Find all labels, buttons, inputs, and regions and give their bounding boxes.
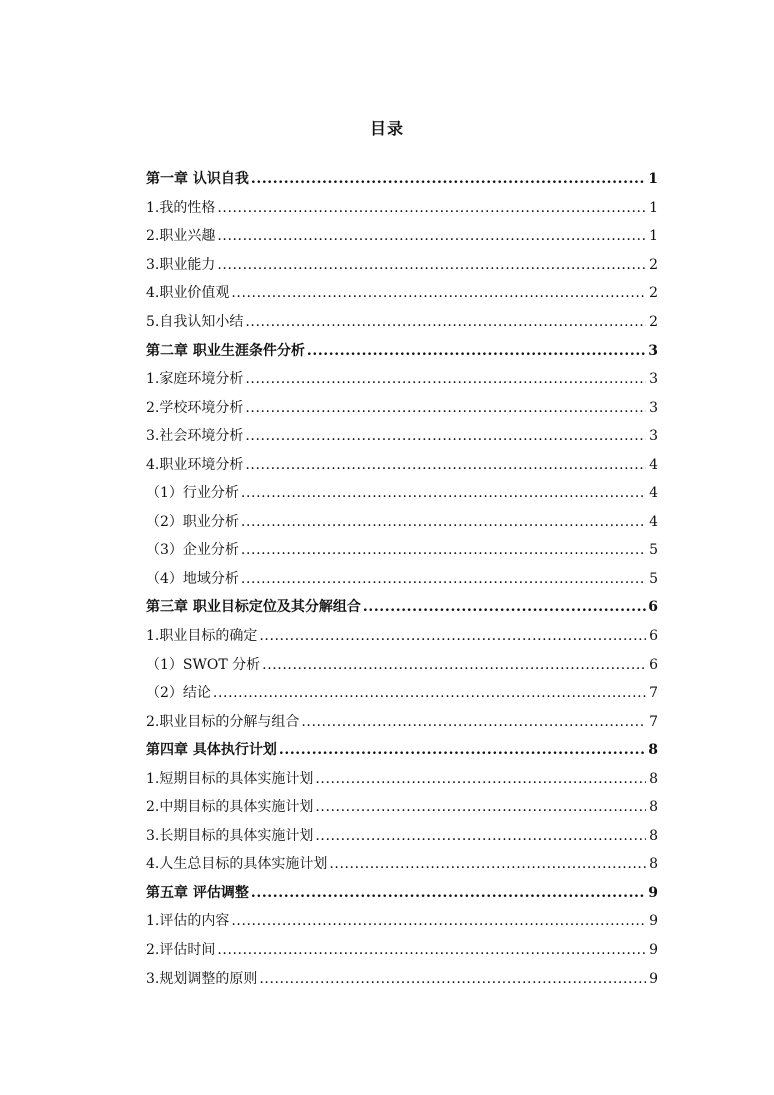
toc-dot-leader [329,854,646,874]
toc-entry-label: （2）结论 [146,685,211,702]
toc-entry-page-number: 1 [649,228,658,245]
toc-entry-label: （1）SWOT 分析 [146,656,261,673]
toc-dot-leader [315,826,646,846]
toc-entry-page-number: 2 [649,285,658,302]
toc-entry-label: （2）职业分析 [146,513,239,530]
toc-entry-label: 1.短期目标的具体实施计划 [146,770,314,787]
toc-entry-page-number: 3 [649,399,658,416]
toc-section-entry[interactable] [146,194,658,223]
toc-chapter-entry[interactable] [146,736,658,765]
toc-dot-leader [245,312,646,332]
toc-section-entry[interactable] [146,450,658,479]
toc-dot-leader [245,369,646,389]
toc-section-entry[interactable] [146,279,658,308]
toc-dot-leader [251,169,646,189]
toc-entry-page-number: 6 [649,628,658,645]
toc-section-entry[interactable] [146,622,658,651]
toc-entry-label: 5.自我认知小结 [146,314,244,330]
toc-entry-page-number: 8 [649,770,658,787]
toc-entry-label: 4.职业环境分析 [146,456,244,473]
toc-entry-page-number: 9 [648,884,658,901]
toc-dot-leader [315,769,646,789]
toc-dot-leader [217,255,646,275]
toc-entry-label: 2.评估时间 [146,942,216,959]
toc-dot-leader [231,911,646,931]
toc-entry-page-number: 6 [649,656,658,673]
toc-entry-label: 第三章 职业目标定位及其分解组合 [146,599,361,616]
toc-section-entry[interactable] [146,222,658,251]
toc-entry-page-number: 8 [649,799,658,816]
toc-entry-page-number: 8 [649,856,658,873]
toc-entry-page-number: 4 [649,513,658,530]
toc-section-entry[interactable] [146,365,658,394]
toc-section-entry[interactable] [146,936,658,965]
toc-section-entry[interactable] [146,679,658,708]
toc-dot-leader [251,883,646,903]
toc-entry-label: （4）地域分析 [146,570,239,587]
toc-entry-page-number: 1 [649,199,658,216]
toc-dot-leader [217,226,646,246]
toc-dot-leader [245,455,646,475]
toc-section-entry[interactable] [146,907,658,936]
toc-entry-label: （3）企业分析 [146,542,239,559]
toc-section-entry[interactable] [146,251,658,280]
toc-section-entry[interactable] [146,964,658,993]
toc-dot-leader [217,198,646,218]
toc-entry-label: 2.职业兴趣 [146,228,216,245]
toc-chapter-entry[interactable] [146,165,658,194]
toc-dot-leader [241,512,646,532]
toc-entry-page-number: 3 [649,428,658,445]
toc-list [146,165,658,993]
toc-entry-label: 第四章 具体执行计划 [146,742,277,759]
toc-chapter-entry[interactable] [146,593,658,622]
toc-section-entry[interactable] [146,707,658,736]
toc-entry-label: 第二章 职业生涯条件分析 [146,342,305,359]
toc-entry-label: 2.职业目标的分解与组合 [146,713,300,730]
toc-entry-page-number: 9 [649,970,658,987]
toc-title: 目录 [369,119,404,138]
toc-entry-label: 3.社会环境分析 [146,428,244,445]
toc-section-entry[interactable] [146,536,658,565]
toc-entry-page-number: 6 [648,599,658,616]
toc-entry-label: 1.职业目标的确定 [146,628,258,645]
toc-entry-label: 第五章 评估调整 [146,884,249,901]
toc-entry-label: 1.家庭环境分析 [146,371,244,388]
toc-dot-leader [262,655,646,675]
toc-entry-label: 4.职业价值观 [146,285,230,302]
toc-entry-label: 1.我的性格 [146,199,216,216]
toc-entry-page-number: 2 [649,256,658,273]
toc-chapter-entry[interactable] [146,879,658,908]
toc-entry-page-number: 4 [649,456,658,473]
toc-entry-page-number: 3 [649,371,658,388]
toc-section-entry[interactable] [146,764,658,793]
toc-entry-label: 4.人生总目标的具体实施计划 [146,856,328,873]
toc-dot-leader [363,597,646,617]
toc-dot-leader [245,426,646,446]
toc-entry-label: （1）行业分析 [146,485,239,502]
toc-dot-leader [279,740,646,760]
toc-entry-page-number: 3 [648,342,658,359]
toc-section-entry[interactable] [146,393,658,422]
toc-section-entry[interactable] [146,650,658,679]
toc-section-entry[interactable] [146,422,658,451]
toc-entry-page-number: 5 [649,570,658,587]
toc-entry-page-number: 7 [649,685,658,702]
toc-entry-label: 3.规划调整的原则 [146,970,258,987]
toc-section-entry[interactable] [146,508,658,537]
toc-dot-leader [315,797,646,817]
toc-dot-leader [241,483,646,503]
toc-section-entry[interactable] [146,793,658,822]
toc-dot-leader [245,398,646,418]
toc-dot-leader [217,940,646,960]
toc-section-entry[interactable] [146,822,658,851]
toc-dot-leader [213,683,646,703]
toc-entry-label: 第一章 认识自我 [146,171,249,188]
toc-section-entry[interactable] [146,850,658,879]
toc-entry-label: 2.中期目标的具体实施计划 [146,799,314,816]
toc-section-entry[interactable] [146,308,658,337]
toc-entry-page-number: 9 [649,942,658,959]
toc-dot-leader [301,712,646,732]
toc-entry-page-number: 7 [649,713,658,730]
toc-entry-label: 1.评估的内容 [146,913,230,930]
toc-section-entry[interactable] [146,479,658,508]
toc-dot-leader [241,569,646,589]
toc-entry-label: 3.长期目标的具体实施计划 [146,827,314,844]
toc-entry-page-number: 1 [648,171,658,188]
toc-entry-page-number: 2 [649,314,658,330]
toc-dot-leader [307,341,646,361]
toc-entry-page-number: 9 [649,913,658,930]
toc-section-entry[interactable] [146,565,658,594]
toc-entry-page-number: 8 [648,742,658,759]
toc-entry-label: 2.学校环境分析 [146,399,244,416]
toc-entry-page-number: 4 [649,485,658,502]
toc-dot-leader [259,626,646,646]
toc-chapter-entry[interactable] [146,336,658,365]
toc-entry-page-number: 8 [649,827,658,844]
toc-dot-leader [231,283,646,303]
toc-dot-leader [259,969,646,989]
toc-dot-leader [241,540,646,560]
toc-entry-page-number: 5 [649,542,658,559]
toc-entry-label: 3.职业能力 [146,256,216,273]
